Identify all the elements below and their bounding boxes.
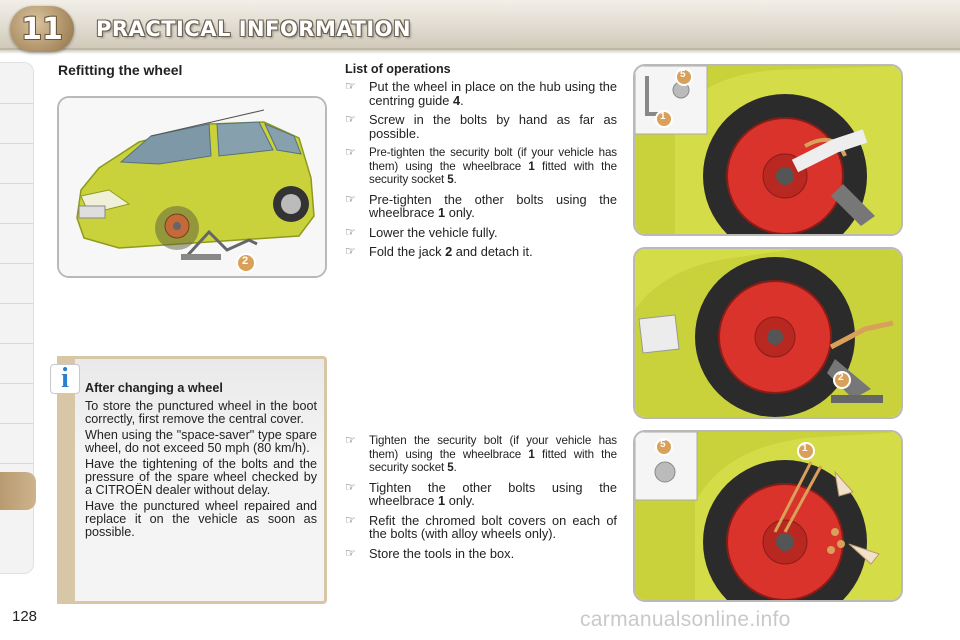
pointing-hand-icon: ☞ (345, 145, 356, 159)
pointing-hand-icon: ☞ (345, 224, 356, 239)
car-overview-figure (57, 96, 327, 278)
tab-divider (0, 223, 33, 224)
page-title: PRACTICAL INFORMATION (96, 17, 412, 41)
callout-label: 1 (660, 111, 666, 122)
tab-divider (0, 463, 33, 464)
callout-label: 5 (660, 439, 666, 450)
pointing-hand-icon: ☞ (345, 244, 356, 258)
watermark: carmanualsonline.info (580, 608, 791, 631)
pointing-hand-icon: ☞ (345, 433, 356, 447)
pointing-hand-icon: ☞ (345, 512, 356, 527)
info-icon (50, 364, 80, 394)
pointing-hand-icon: ☞ (345, 479, 356, 494)
figure-tighten-bolts (633, 430, 903, 602)
tab-divider (0, 183, 33, 184)
callout-label: 2 (242, 255, 249, 267)
pointing-hand-icon: ☞ (345, 112, 356, 126)
operations-list (345, 80, 617, 265)
operations-heading: List of operations (345, 62, 451, 76)
callout-label: 1 (802, 443, 808, 454)
pointing-hand-icon: ☞ (345, 79, 356, 93)
callout-label: 2 (838, 372, 844, 383)
car-illustration (59, 98, 325, 276)
list-item: ☞ Pre-tighten the security bolt (if your vehicle has them) using the wheelbrace 1 fitted with the security socket 5. (345, 145, 618, 186)
list-item: ☞ Refit the chromed bolt covers on each of the bolts (with alloy wheels only). (345, 512, 617, 541)
tab-divider (0, 263, 33, 264)
list-item: ☞ Put the wheel in place on the hub using the centring guide 4. (345, 79, 617, 108)
info-content (85, 382, 317, 542)
tab-divider (0, 423, 33, 424)
list-item: ☞ Screw in the bolts by hand as far as possible. (345, 112, 617, 141)
list-item: ☞ Lower the vehicle fully. (345, 224, 498, 240)
tab-divider (0, 143, 33, 144)
wheel-illustration (635, 66, 901, 234)
page-number: 128 (12, 608, 38, 625)
callout-label: 5 (680, 69, 686, 80)
list-item: ☞ Tighten the other bolts using the wheelbrace 1 only. (345, 479, 617, 508)
info-paragraph: Have the tightening of the bolts and the pressure of the spare wheel checked by a CITROËN dealer without delay. (85, 457, 317, 497)
tab-divider (0, 103, 33, 104)
info-paragraph: When using the "space-saver" type spare wheel, do not exceed 50 mph (80 km/h). (85, 428, 317, 455)
info-paragraph: Have the punctured wheel repaired and replace it on the vehicle as soon as possible. (85, 499, 317, 539)
info-paragraph: To store the punctured wheel in the boot correctly, first remove the central cover. (85, 399, 317, 426)
list-item: ☞ Tighten the security bolt (if your vehicle has them) using the wheelbrace 1 fitted with the security socket 5. (345, 433, 618, 474)
list-item: ☞ Pre-tighten the other bolts using the wheelbrace 1 only. (345, 191, 617, 220)
pointing-hand-icon: ☞ (345, 191, 356, 206)
final-operations-list (345, 434, 617, 566)
tab-divider (0, 383, 33, 384)
header-shadow (0, 48, 960, 54)
figure-lower-vehicle (633, 247, 903, 419)
tab-divider (0, 343, 33, 344)
list-item: ☞ Store the tools in the box. (345, 545, 515, 561)
tab-divider (0, 303, 33, 304)
chapter-tab-active[interactable] (0, 472, 36, 510)
info-title: After changing a wheel (85, 381, 223, 395)
info-glyph: i (61, 363, 69, 394)
list-item: ☞ Fold the jack 2 and detach it. (345, 244, 533, 259)
section-title: Refitting the wheel (58, 62, 183, 78)
pointing-hand-icon: ☞ (345, 545, 356, 560)
wheel-jack-illustration (635, 249, 901, 417)
chapter-badge: 11 (10, 6, 74, 52)
figure-screw-bolts (633, 64, 903, 236)
